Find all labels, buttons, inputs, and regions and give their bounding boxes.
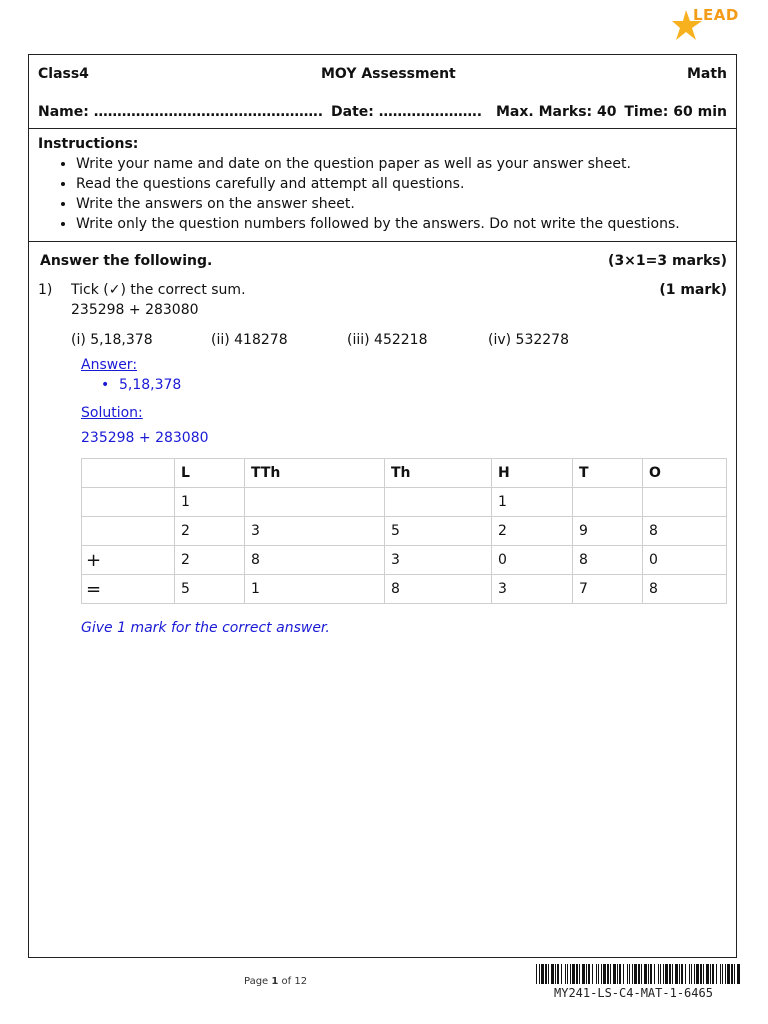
barcode-bar: [700, 964, 702, 984]
table-cell: [643, 488, 727, 517]
barcode-bar: [548, 964, 549, 984]
option-4: (iv) 532278: [488, 332, 569, 348]
barcode-bar: [627, 964, 628, 984]
max-marks: Max. Marks: 40: [496, 104, 617, 120]
solution-expression: 235298 + 283080: [81, 430, 209, 446]
table-cell: 2: [175, 517, 245, 546]
instruction-item: • Write your name and date on the question paper as well as your answer sheet.: [76, 154, 680, 174]
question-marks: (1 mark): [659, 282, 727, 298]
place-value-table: [81, 458, 727, 604]
instruction-item: • Write the answers on the answer sheet.: [76, 194, 680, 214]
barcode-bar: [694, 964, 695, 984]
page-prefix: Page: [244, 976, 272, 987]
paper-header: [29, 55, 736, 129]
table-cell: 2: [175, 546, 245, 575]
barcode-icon: [536, 964, 743, 984]
barcode-bar: [592, 964, 593, 984]
class-label: Class4: [38, 66, 89, 82]
table-cell: 1: [175, 488, 245, 517]
date-field: Date: ………………….: [331, 104, 483, 120]
barcode-bar: [654, 964, 655, 984]
barcode-bar: [706, 964, 709, 984]
barcode-bar: [613, 964, 616, 984]
table-header-cell: O: [643, 459, 727, 488]
table-cell: 9: [573, 517, 643, 546]
barcode-bar: [658, 964, 659, 984]
barcode-bar: [551, 964, 554, 984]
table-cell: 0: [492, 546, 573, 575]
barcode-bar: [610, 964, 611, 984]
barcode-bar: [665, 964, 668, 984]
table-cell: [82, 488, 175, 517]
subject-label: Math: [686, 66, 727, 82]
barcode-bar: [588, 964, 590, 984]
barcode-bar: [685, 964, 686, 984]
barcode-bar: [650, 964, 652, 984]
barcode-bar: [536, 964, 537, 984]
barcode-bar: [545, 964, 547, 984]
option-2: (ii) 418278: [211, 332, 288, 348]
barcode-bar: [710, 964, 711, 984]
barcode-bar: [731, 964, 733, 984]
barcode-bar: [638, 964, 640, 984]
table-cell: 8: [643, 517, 727, 546]
barcode-bar: [596, 964, 597, 984]
instructions-box: [29, 128, 736, 242]
barcode-bar: [669, 964, 671, 984]
addend-row-1: [82, 517, 727, 546]
logo-text: LEAD: [693, 6, 739, 24]
barcode-bar: [623, 964, 624, 984]
barcode-bar: [555, 964, 556, 984]
table-cell: 8: [385, 575, 492, 604]
barcode-bar: [561, 964, 562, 984]
barcode-bar: [681, 964, 683, 984]
barcode-bar: [720, 964, 721, 984]
barcode-bar: [582, 964, 585, 984]
marking-note: Give 1 mark for the correct answer.: [81, 620, 330, 636]
barcode-bar: [696, 964, 699, 984]
barcode-bar: [648, 964, 649, 984]
solution-label: Solution:: [81, 405, 143, 421]
barcode-bar: [632, 964, 633, 984]
barcode-bar: [539, 964, 540, 984]
barcode-bar: [619, 964, 621, 984]
barcode-bar: [644, 964, 647, 984]
table-cell: 1: [245, 575, 385, 604]
table-cell: 3: [492, 575, 573, 604]
table-cell: 3: [245, 517, 385, 546]
barcode-bar: [663, 964, 664, 984]
option-1: (i) 5,18,378: [71, 332, 153, 348]
table-cell: 0: [643, 546, 727, 575]
barcode-bar: [603, 964, 606, 984]
barcode-bar: [586, 964, 587, 984]
table-cell: [385, 488, 492, 517]
barcode-bar: [734, 964, 735, 984]
question-text: Tick (✓) the correct sum.: [71, 282, 246, 298]
table-cell: 8: [643, 575, 727, 604]
table-header-cell: L: [175, 459, 245, 488]
barcode-bar: [716, 964, 717, 984]
barcode-bar: [601, 964, 602, 984]
barcode-bar: [725, 964, 726, 984]
barcode-bar: [565, 964, 566, 984]
barcode-bar: [691, 964, 692, 984]
barcode-bar: [557, 964, 559, 984]
barcode-bar: [607, 964, 609, 984]
barcode-bar: [712, 964, 714, 984]
table-header-cell: [82, 459, 175, 488]
barcode-bar: [703, 964, 704, 984]
name-field: Name: ………………………………………….: [38, 104, 324, 120]
table-header-cell: TTh: [245, 459, 385, 488]
barcode-bar: [672, 964, 673, 984]
page-footer: [244, 976, 307, 987]
barcode-bar: [617, 964, 618, 984]
option-3: (iii) 452218: [347, 332, 428, 348]
document-code: MY241-LS-C4-MAT-1-6465: [554, 986, 713, 1000]
answer-bullet: •: [101, 377, 110, 393]
answer-value: 5,18,378: [119, 377, 182, 393]
instruction-item: • Read the questions carefully and attempt all questions.: [76, 174, 680, 194]
table-cell: 2: [492, 517, 573, 546]
table-cell: 7: [573, 575, 643, 604]
barcode-bar: [579, 964, 580, 984]
barcode-bar: [541, 964, 544, 984]
instructions-title: Instructions:: [38, 136, 139, 152]
time-limit: Time: 60 min: [624, 104, 727, 120]
barcode-bar: [572, 964, 575, 984]
barcode-bar: [679, 964, 680, 984]
table-cell: [245, 488, 385, 517]
table-cell: [573, 488, 643, 517]
plus-sign: +: [82, 546, 175, 575]
barcode-bar: [689, 964, 690, 984]
page-number: 1: [271, 976, 279, 987]
addend-row-2: [82, 546, 727, 575]
table-cell: 3: [385, 546, 492, 575]
barcode-bar: [598, 964, 599, 984]
barcode-bar: [660, 964, 661, 984]
section-title: Answer the following.: [40, 253, 213, 269]
barcode-bar: [570, 964, 571, 984]
assessment-title: MOY Assessment: [321, 66, 456, 82]
question-paper-frame: [28, 54, 737, 958]
instruction-item: • Write only the question numbers followed by the answers. Do not write the questions.: [76, 214, 680, 234]
lead-logo: [670, 2, 750, 46]
barcode-bar: [576, 964, 578, 984]
question-number: 1): [38, 282, 53, 298]
table-cell: 5: [385, 517, 492, 546]
table-cell: [82, 517, 175, 546]
barcode-bar: [567, 964, 568, 984]
table-header-row: [82, 459, 727, 488]
barcode-bar: [675, 964, 678, 984]
table-header-cell: Th: [385, 459, 492, 488]
table-cell: 5: [175, 575, 245, 604]
equals-sign: =: [82, 575, 175, 604]
table-header-cell: H: [492, 459, 573, 488]
table-header-cell: T: [573, 459, 643, 488]
barcode-bar: [629, 964, 630, 984]
question-expression: 235298 + 283080: [71, 302, 199, 318]
barcode-bar: [641, 964, 642, 984]
instructions-list: [38, 154, 680, 234]
sum-row: [82, 575, 727, 604]
table-cell: 8: [245, 546, 385, 575]
answer-label: Answer:: [81, 357, 138, 373]
table-cell: 1: [492, 488, 573, 517]
barcode-bar: [722, 964, 723, 984]
section-marks: (3×1=3 marks): [608, 253, 727, 269]
page-suffix: of 12: [278, 976, 308, 987]
table-cell: 8: [573, 546, 643, 575]
barcode-bar: [634, 964, 637, 984]
barcode-bar: [737, 964, 740, 984]
carry-row: [82, 488, 727, 517]
barcode-bar: [727, 964, 730, 984]
